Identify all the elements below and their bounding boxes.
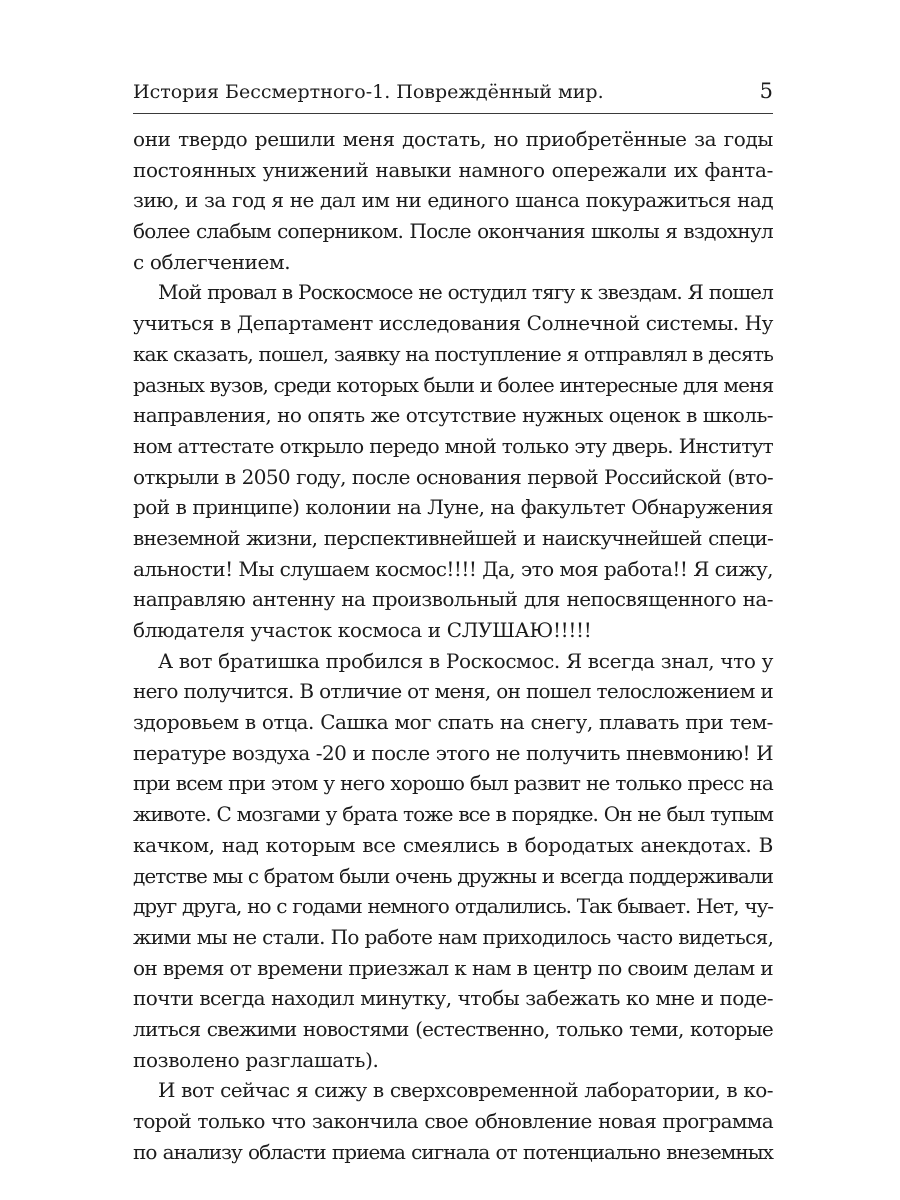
- text-line: направляю антенну на произвольный для непосвященного на-: [133, 587, 773, 612]
- text-line: жими мы не стали. По работе нам приходилось часто видеться,: [133, 924, 774, 949]
- text-line: открыли в 2050 году, после основания первой Российской (вто-: [133, 464, 773, 489]
- text-line: по анализу области приема сигнала от потенциально внеземных: [133, 1139, 773, 1164]
- text-line: качком, над которым все смеялись в бородатых анекдотах. В: [133, 832, 773, 857]
- text-line: учиться в Департамент исследования Солнечной системы. Ну: [133, 311, 773, 336]
- text-line: он время от времени приезжал к нам в центр по своим делам и: [133, 955, 773, 980]
- text-line: животе. С мозгами у брата тоже все в порядке. Он не был тупым: [133, 802, 773, 827]
- text-line: зию, и за год я не дал им ни единого шанса покуражиться над: [133, 188, 773, 213]
- text-line: него получится. В отличие от меня, он пошел телосложением и: [133, 679, 773, 704]
- text-line: разных вузов, среди которых были и более интересные для меня: [133, 372, 774, 397]
- text-line: детстве мы с братом были очень дружны и всегда поддерживали: [133, 863, 773, 888]
- text-line: с облегчением.: [133, 249, 291, 274]
- page-number: 5: [759, 79, 773, 103]
- text-line: почти всегда находил минутку, чтобы забежать ко мне и поде-: [133, 986, 773, 1011]
- text-line: более слабым соперником. После окончания школы я вздохнул: [133, 219, 773, 244]
- text-line: рой в принципе) колонии на Луне, на факультет Обнаружения: [133, 495, 773, 520]
- text-line: альности! Мы слушаем космос!!!! Да, это моя работа!! Я сижу,: [133, 556, 773, 581]
- text-line: А вот братишка пробился в Роскосмос. Я всегда знал, что у: [158, 648, 773, 673]
- text-line: как сказать, пошел, заявку на поступление я отправлял в десять: [133, 341, 773, 366]
- text-line: блюдателя участок космоса и СЛУШАЮ!!!!!: [133, 618, 592, 642]
- text-line: при всем при этом у него хорошо был развит не только пресс на: [133, 771, 773, 796]
- text-line: торой только что закончила свое обновление новая программа: [133, 1109, 773, 1133]
- text-line: постоянных унижений навыки намного опережали их фанта-: [133, 157, 773, 182]
- text-line: Мой провал в Роскосмосе не остудил тягу к звездам. Я пошел: [158, 280, 773, 305]
- text-line: направления, но опять же отсутствие нужных оценок в школь-: [133, 403, 773, 428]
- chapter-title: История Бессмертного-1. Повреждённый мир.: [133, 81, 604, 103]
- text-line: ном аттестате открыло передо мной только эту дверь. Институт: [133, 433, 773, 458]
- text-line: внеземной жизни, перспективнейшей и наискучнейшей специ-: [133, 525, 773, 550]
- text-line: И вот сейчас я сижу в сверхсовременной лаборатории, в ко-: [158, 1078, 773, 1103]
- text-line: здоровьем в отца. Сашка мог спать на снегу, плавать при тем-: [133, 710, 773, 735]
- running-header: [133, 78, 773, 114]
- book-page: [133, 78, 773, 1167]
- text-line: друг друга, но с годами немного отдалились. Так бывает. Нет, чу-: [133, 894, 773, 919]
- text-line: они твердо решили меня достать, но приобретённые за годы: [133, 127, 773, 151]
- text-line: пературе воздуха -20 и после этого не получить пневмонию! И: [133, 740, 773, 765]
- text-line: позволено разглашать).: [133, 1047, 379, 1072]
- text-line: литься свежими новостями (естественно, только теми, которые: [133, 1016, 773, 1041]
- body-text: [133, 124, 773, 1167]
